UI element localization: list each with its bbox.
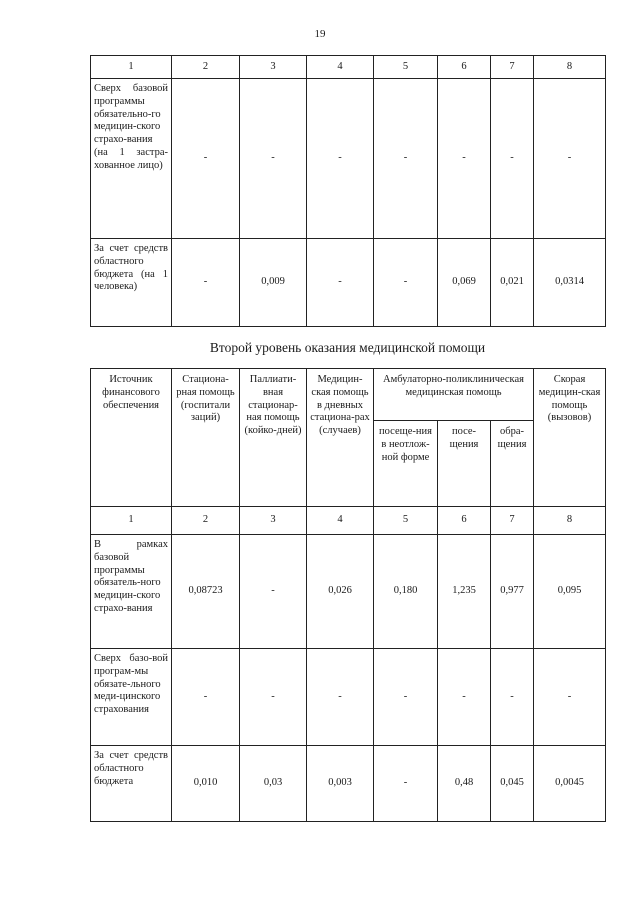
section-title: Второй уровень оказания медицинской помощи bbox=[209, 340, 486, 355]
header-outpatient-urgent: посеще-ния в неотлож-ной форме bbox=[374, 421, 438, 507]
header-outpatient: Амбулаторно-поликлиническая медицинская помощь bbox=[374, 369, 534, 421]
table-cell: - bbox=[172, 239, 240, 327]
table-cell: 0,095 bbox=[534, 535, 606, 649]
table-row bbox=[91, 79, 606, 239]
table-cell: - bbox=[172, 79, 240, 239]
col-number: 5 bbox=[374, 507, 438, 535]
table-cell: - bbox=[240, 79, 307, 239]
row-label: За счет средств областного бюджета (на 1 человека) bbox=[91, 239, 172, 327]
col-number: 6 bbox=[438, 507, 491, 535]
table-cell: 0,003 bbox=[307, 746, 374, 822]
table-cell: - bbox=[374, 239, 438, 327]
table-row bbox=[91, 535, 606, 649]
header-inpatient: Стациона-рная помощь (госпитали заций) bbox=[172, 369, 240, 507]
col-number: 6 bbox=[438, 56, 491, 79]
col-number: 4 bbox=[307, 56, 374, 79]
header-outpatient-appeals: обра-щения bbox=[491, 421, 534, 507]
table-cell: - bbox=[374, 649, 438, 746]
col-number: 7 bbox=[491, 56, 534, 79]
row-label: За счет средств областного бюджета bbox=[91, 746, 172, 822]
table-cell: - bbox=[307, 239, 374, 327]
table-cell: 0,48 bbox=[438, 746, 491, 822]
col-number: 1 bbox=[91, 56, 172, 79]
col-number: 8 bbox=[534, 507, 606, 535]
table-cell: - bbox=[307, 649, 374, 746]
col-number: 2 bbox=[172, 507, 240, 535]
table-cell: - bbox=[172, 649, 240, 746]
table-cell: - bbox=[491, 79, 534, 239]
table-cell: 0,010 bbox=[172, 746, 240, 822]
table-cell: 0,0314 bbox=[534, 239, 606, 327]
table-cell: 0,021 bbox=[491, 239, 534, 327]
table-row bbox=[91, 239, 606, 327]
table-cell: - bbox=[307, 79, 374, 239]
table-cell: - bbox=[491, 649, 534, 746]
table-cell: - bbox=[534, 649, 606, 746]
table-cell: 0,009 bbox=[240, 239, 307, 327]
col-number: 3 bbox=[240, 56, 307, 79]
table-second-level bbox=[90, 368, 606, 822]
col-number: 5 bbox=[374, 56, 438, 79]
table-cell: - bbox=[438, 79, 491, 239]
table-cell: 0,045 bbox=[491, 746, 534, 822]
table-cell: - bbox=[438, 649, 491, 746]
table-cell: - bbox=[240, 535, 307, 649]
table-cell: 0,0045 bbox=[534, 746, 606, 822]
row-label: Сверх базо-вой програм-мы обязате-льного меди-цинского страхования bbox=[91, 649, 172, 746]
row-label: В рамках базовой программы обязатель-ного медицин-ского страхо-вания bbox=[91, 535, 172, 649]
table-cell: 0,180 bbox=[374, 535, 438, 649]
table-cell: 0,069 bbox=[438, 239, 491, 327]
table-cell: 0,026 bbox=[307, 535, 374, 649]
row-label: Сверх базовой программы обязательно-го медицин-ского страхо-вания (на 1 застра-хованное лицо) bbox=[91, 79, 172, 239]
table-cell: - bbox=[534, 79, 606, 239]
header-ambulance: Скорая медицин-ская помощь (вызовов) bbox=[534, 369, 606, 507]
table-cell: 0,08723 bbox=[172, 535, 240, 649]
header-outpatient-visits: посе-щения bbox=[438, 421, 491, 507]
table-cell: - bbox=[374, 79, 438, 239]
table-first-level-continuation bbox=[90, 55, 606, 327]
col-number: 8 bbox=[534, 56, 606, 79]
table-cell: 0,977 bbox=[491, 535, 534, 649]
table-row bbox=[91, 649, 606, 746]
table-cell: - bbox=[240, 649, 307, 746]
col-number: 7 bbox=[491, 507, 534, 535]
table-cell: 0,03 bbox=[240, 746, 307, 822]
header-source: Источник финансового обеспечения bbox=[91, 369, 172, 507]
header-palliative: Паллиати-вная стационар-ная помощь (койко-дней) bbox=[240, 369, 307, 507]
col-number: 3 bbox=[240, 507, 307, 535]
table-cell: - bbox=[374, 746, 438, 822]
table2-header-row bbox=[91, 369, 606, 421]
table2-number-row bbox=[91, 507, 606, 535]
page-number: 19 bbox=[314, 28, 326, 40]
table1-number-row bbox=[91, 56, 606, 79]
col-number: 2 bbox=[172, 56, 240, 79]
col-number: 1 bbox=[91, 507, 172, 535]
table-row bbox=[91, 746, 606, 822]
col-number: 4 bbox=[307, 507, 374, 535]
header-day-care: Медицин-ская помощь в дневных стациона-рах (случаев) bbox=[307, 369, 374, 507]
table-cell: 1,235 bbox=[438, 535, 491, 649]
